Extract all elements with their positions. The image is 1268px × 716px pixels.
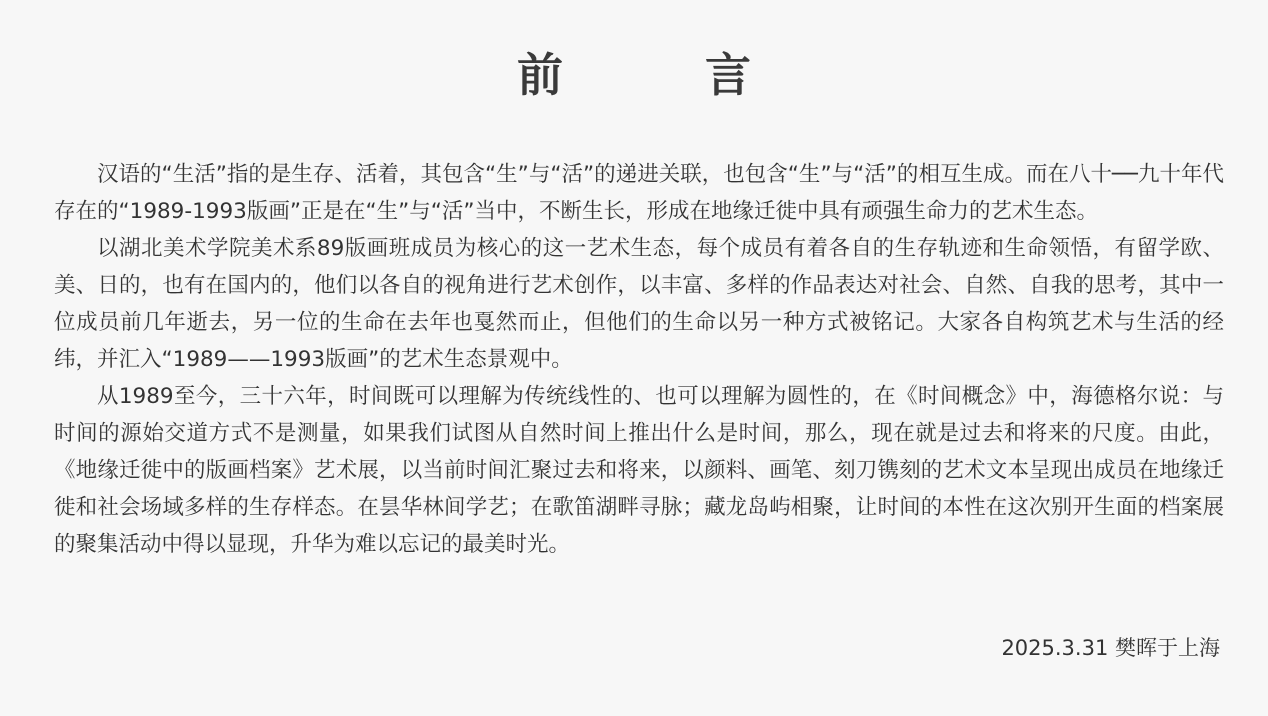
paragraph-3: 从1989至今，三十六年，时间既可以理解为传统线性的、也可以理解为圆性的，在《时间概念》中，海德格尔说：与时间的源始交道方式不是测量，如果我们试图从自然时间上推出什么是时间，那么，现在就是过去和将来的尺度。由此，《地缘迁徙中的版画档案》艺术展，以当前时间汇聚过去和将来，以颜料、画笔、刻刀镌刻的艺术文本呈现出成员在地缘迁徙和社会场域多样的生存样态。在昙华林间学艺；在歌笛湖畔寻脉；藏龙岛屿相聚，让时间的本性在这次别开生面的档案展的聚集活动中得以显现，升华为难以忘记的最美时光。 bbox=[54, 384, 1224, 557]
signature-date: 2025.3.31 樊晖于上海 bbox=[1001, 636, 1220, 660]
page-title: 前 言 bbox=[517, 48, 799, 102]
paragraph-1: 汉语的“生活”指的是生存、活着，其包含“生”与“活”的递进关联，也包含“生”与“活”的相互生成。而在八十──九十年代存在的“1989-1993版画”正是在“生”与“活”当中，不断生长，形成在地缘迁徙中具有顽强生命力的艺术生态。 bbox=[54, 162, 1224, 224]
paragraph-2: 以湖北美术学院美术系89版画班成员为核心的这一艺术生态，每个成员有着各自的生存轨迹和生命领悟，有留学欧、美、日的，也有在国内的，他们以各自的视角进行艺术创作，以丰富、多样的作品表达对社会、自然、自我的思考，其中一位成员前几年逝去，另一位的生命在去年也戛然而止，但他们的生命以另一种方式被铭记。大家各自构筑艺术与生活的经纬，并汇入“1989——1993版画”的艺术生态景观中。 bbox=[54, 236, 1224, 372]
preface-body bbox=[54, 156, 1224, 563]
